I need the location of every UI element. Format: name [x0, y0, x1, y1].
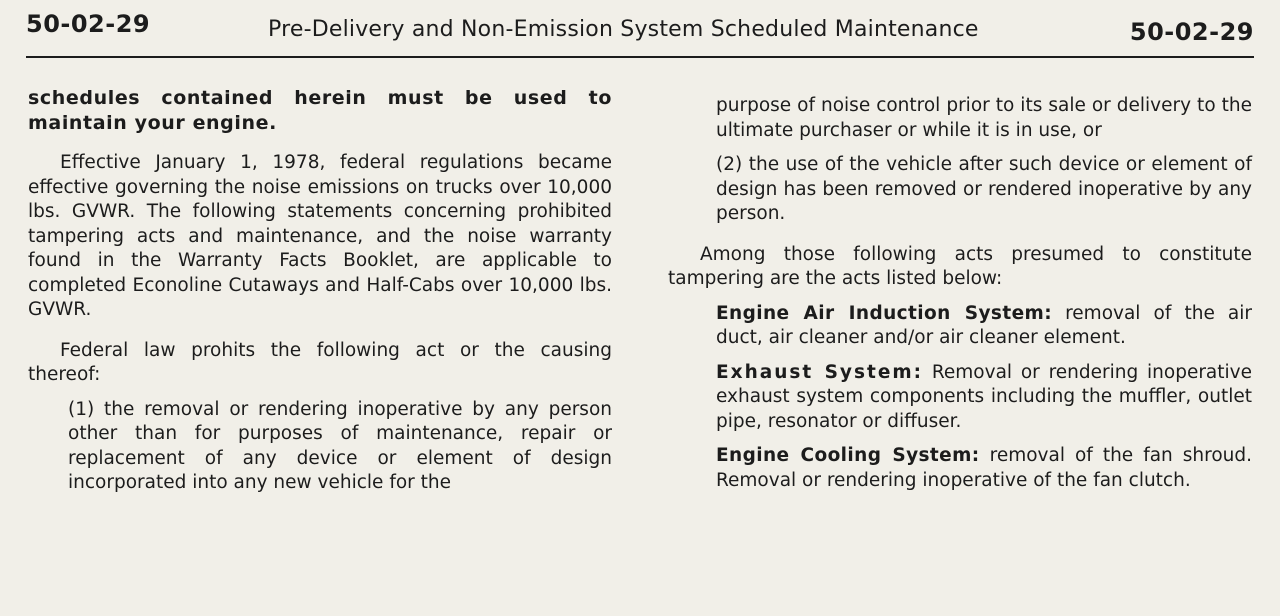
act-term: Engine Cooling System:	[716, 445, 980, 466]
page-number-right: 50-02-29	[1129, 18, 1254, 46]
right-column	[668, 94, 1252, 493]
list-item-1: (1) the removal or rendering inoperative by any person other than for purposes of maintenance, repair or replacement of any device or element of design incorporated into any new vehicle for the	[68, 398, 612, 493]
header-divider	[26, 56, 1254, 58]
paragraph-regulations: Effective January 1, 1978, federal regulations became effective governing the noise emissions on trucks over 10,000 lbs. GVWR. The following statements concerning prohibited tampering acts and maintenance, and the noise warranty found in the Warranty Facts Booklet, are applicable to completed Econoline Cutaways and Half-Cabs over 10,000 lbs. GVWR.	[28, 152, 612, 320]
paragraph-federal-law: Federal law prohits the following act or the causing thereof:	[28, 339, 612, 385]
act-cooling	[716, 444, 1252, 493]
act-air-induction	[716, 302, 1252, 351]
act-text: Removal or rendering inoperative exhaust system components including the muffler, outlet pipe, resonator or diffuser.	[716, 361, 1252, 432]
act-term: Engine Air Induction System:	[716, 302, 1053, 324]
act-text: removal of the fan shroud. Removal or rendering inoperative of the fan clutch.	[716, 445, 1253, 491]
list-item-2: (2) the use of the vehicle after such device or element of design has been removed or rendered inoperative by any person.	[716, 154, 1252, 224]
page-number-left: 50-02-29	[26, 10, 151, 38]
act-text: removal of the air duct, air cleaner and/or air cleaner element.	[716, 302, 1252, 348]
act-term: Exhaust System:	[716, 361, 924, 383]
paragraph-tampering-acts: Among those following acts presumed to constitute tampering are the acts listed below:	[668, 243, 1252, 289]
list-item-1-continued: purpose of noise control prior to its sale or delivery to the ultimate purchaser or while it is in use, or	[716, 95, 1252, 141]
act-exhaust	[716, 361, 1252, 435]
lead-bold-text: schedules contained herein must be used to maintain your engine.	[28, 87, 612, 134]
left-column	[28, 86, 612, 496]
page-title: Pre-Delivery and Non-Emission System Scheduled Maintenance	[268, 17, 979, 42]
